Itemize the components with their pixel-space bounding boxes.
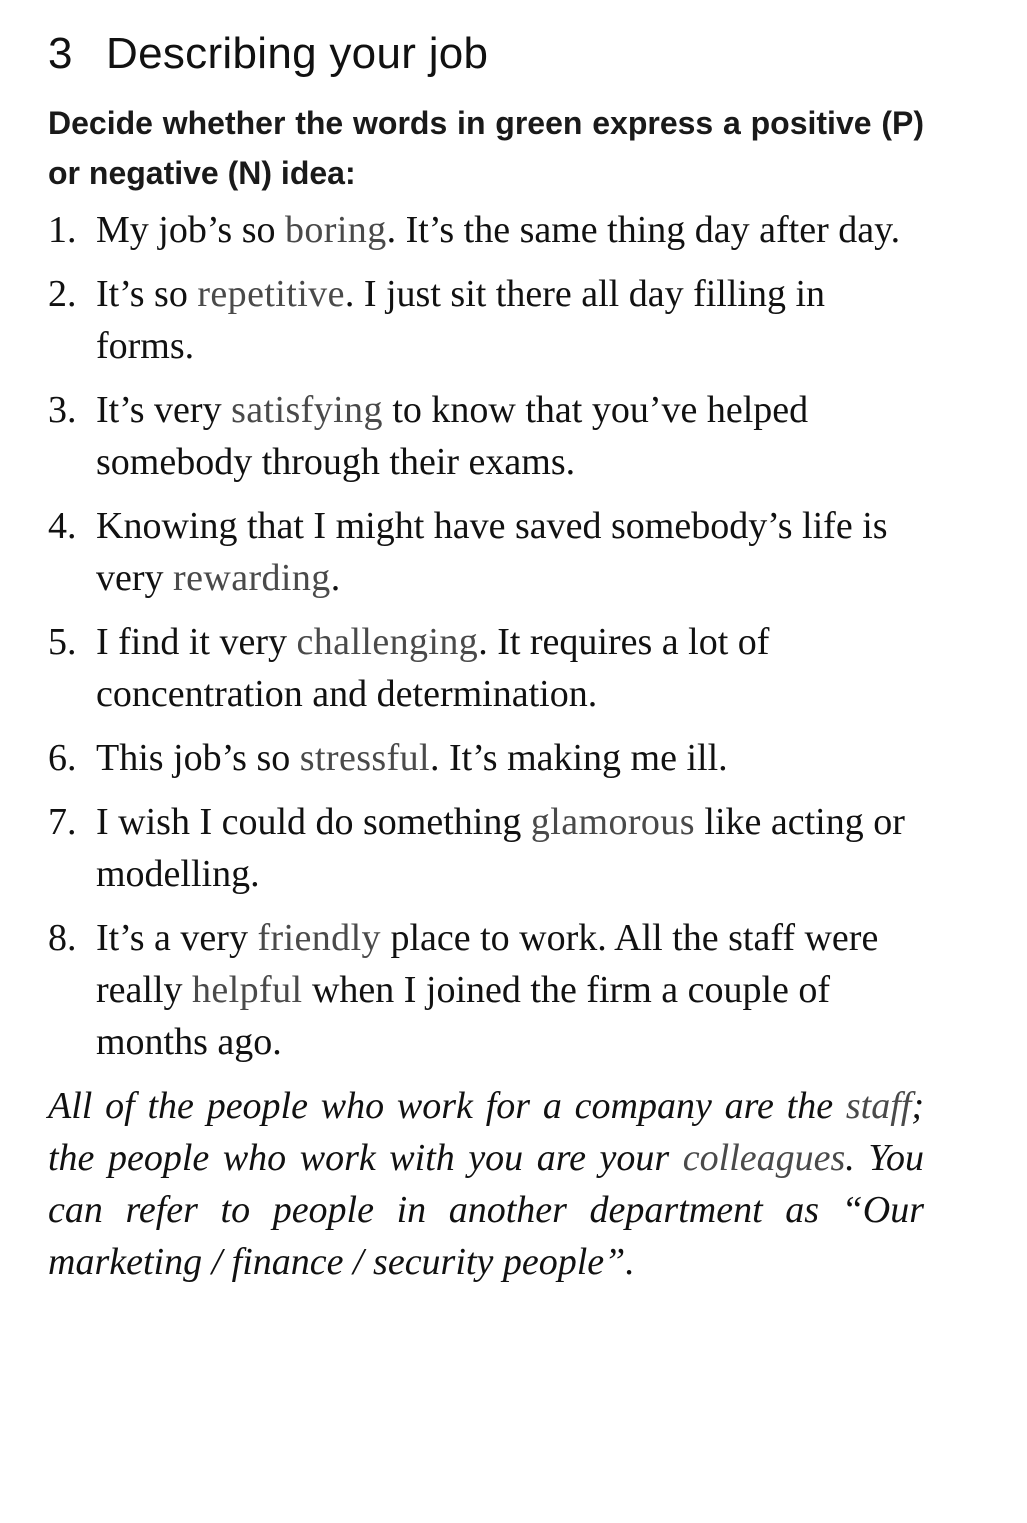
green-word: boring: [284, 209, 387, 251]
item-text: place to work. All the staff were really: [96, 917, 879, 1011]
green-word: challenging: [296, 621, 479, 663]
list-item: [48, 912, 924, 1068]
green-word: satisfying: [231, 389, 383, 431]
item-number: 8.: [48, 917, 77, 959]
note-text: All of the people who work for a company are the: [48, 1085, 846, 1127]
exercise-list: [48, 204, 924, 1068]
item-text: It’s so: [96, 273, 198, 315]
green-word: helpful: [192, 969, 303, 1011]
note-term-staff: staff: [845, 1085, 912, 1127]
item-number: 7.: [48, 801, 77, 843]
item-text: My job’s so: [96, 209, 285, 251]
list-item: [48, 796, 924, 900]
list-item: [48, 616, 924, 720]
item-number: 1.: [48, 209, 77, 251]
item-number: 5.: [48, 621, 77, 663]
green-word: glamorous: [530, 801, 695, 843]
item-number: 6.: [48, 737, 77, 779]
item-text: . I just sit there all day filling in forms.: [96, 273, 826, 367]
exercise-page: [48, 22, 924, 1288]
item-text: I find it very: [96, 621, 297, 663]
item-text: I wish I could do something: [96, 801, 531, 843]
item-number: 3.: [48, 389, 77, 431]
green-word: rewarding: [173, 557, 331, 599]
item-text: This job’s so: [96, 737, 300, 779]
section-title-text: Describing your job: [106, 29, 489, 78]
list-item: [48, 204, 924, 256]
item-text: . It’s making me ill.: [430, 737, 728, 779]
list-item: [48, 384, 924, 488]
item-text: like acting or modelling.: [96, 801, 905, 895]
green-word: friendly: [257, 917, 381, 959]
green-word: repetitive: [197, 273, 345, 315]
item-text: It’s very: [96, 389, 232, 431]
instructions: Decide whether the words in green express a positive (P) or negative (N) idea:: [48, 105, 924, 191]
list-item: [48, 500, 924, 604]
section-number: 3: [48, 29, 73, 78]
note-term-colleagues: colleagues: [682, 1137, 846, 1179]
item-text: . It requires a lot of concentration and determination.: [96, 621, 770, 715]
list-item: [48, 732, 924, 784]
item-text: It’s a very: [96, 917, 258, 959]
item-text: Knowing that I might have saved somebody’s life is very: [96, 505, 888, 599]
note-text: . You can refer to people in another department as “Our marketing / finance / security people”.: [48, 1137, 924, 1283]
section-title: [48, 22, 924, 86]
list-item: [48, 268, 924, 372]
vocabulary-note: [48, 1080, 924, 1288]
item-number: 2.: [48, 273, 77, 315]
item-text: to know that you’ve helped somebody through their exams.: [96, 389, 809, 483]
note-text: ; the people who work with you are your: [48, 1085, 924, 1179]
green-word: stressful: [299, 737, 431, 779]
item-text: . It’s the same thing day after day.: [386, 209, 901, 251]
item-number: 4.: [48, 505, 77, 547]
item-text: .: [330, 557, 341, 599]
item-text: when I joined the firm a couple of months ago.: [96, 969, 831, 1063]
